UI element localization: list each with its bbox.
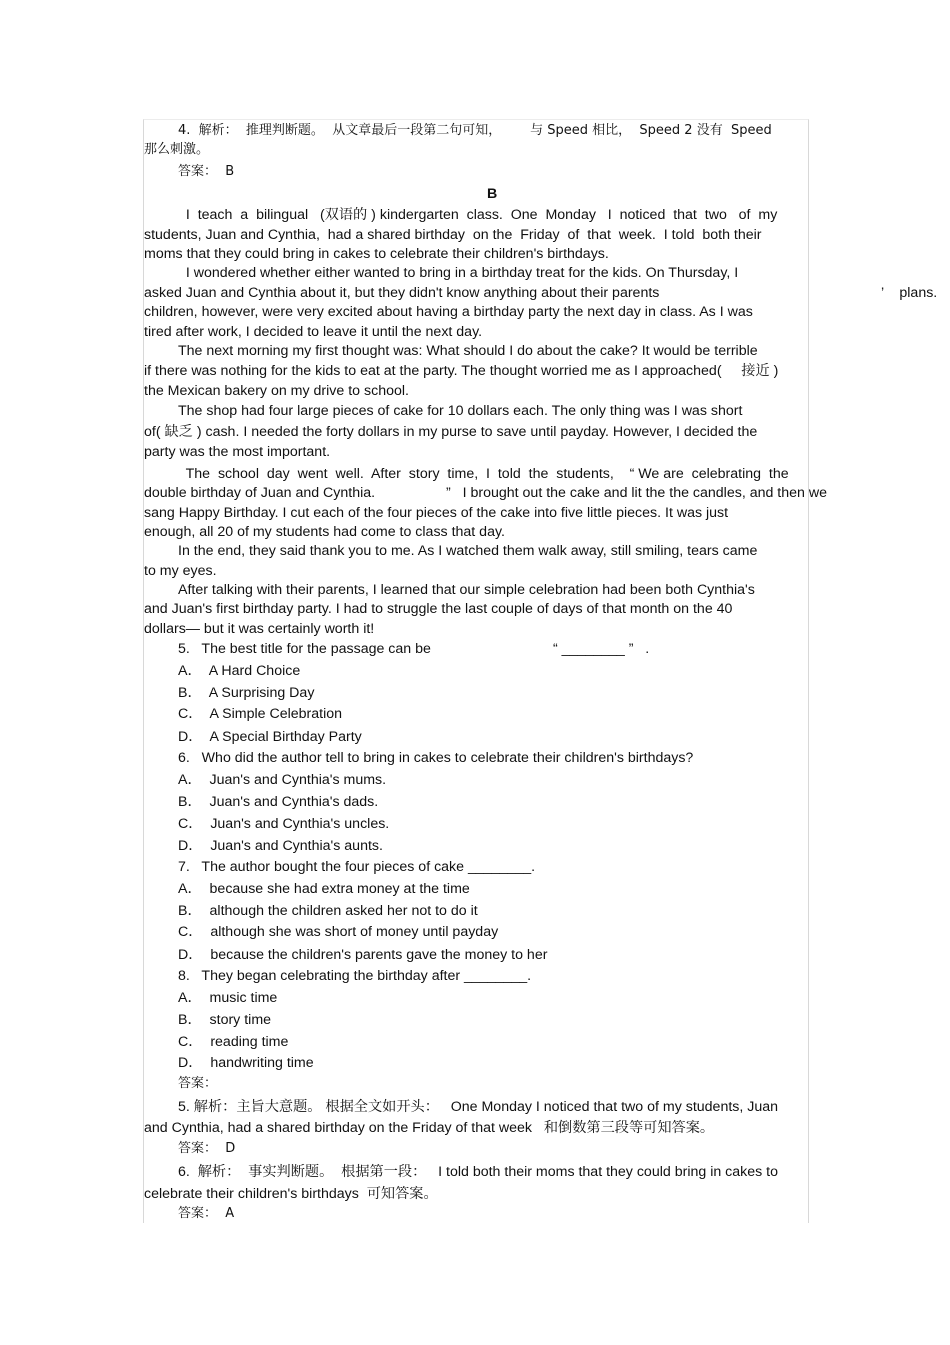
option-6c: C． Juan's and Cynthia's uncles. <box>178 816 390 832</box>
option-5a: A． A Hard Choice <box>178 663 301 679</box>
passage-line: tired after work, I decided to leave it until the next day. <box>144 324 483 340</box>
answers-heading: 答案： <box>178 1076 218 1091</box>
passage-line-fragment: ’ plans. <box>881 285 938 301</box>
passage-line: students, Juan and Cynthia, had a shared birthday on the Friday of that week. I told both their <box>144 227 762 243</box>
answer-6-analysis: 6. 解析： 事实判断题。 根据第一段： I told both their moms that they could bring in cakes to <box>178 1164 779 1180</box>
passage-line: if there was nothing for the kids to eat at the party. The thought worried me as I approached( 接近 ) <box>144 363 779 379</box>
option-7a: A． because she had extra money at the time <box>178 881 470 897</box>
option-6b: B． Juan's and Cynthia's dads. <box>178 794 379 810</box>
passage-line: and Juan's first birthday party. I had to struggle the last couple of days of that month on the 40 <box>144 601 733 617</box>
passage-line: the Mexican bakery on my drive to school. <box>144 383 409 399</box>
answer-6-key: 答案： A <box>178 1206 235 1221</box>
passage-line: The school day went well. After story time, I told the students, “ We are celebrating the <box>178 466 789 482</box>
option-5d: D． A Special Birthday Party <box>178 729 362 745</box>
question-5: 5. The best title for the passage can be <box>178 641 431 657</box>
section-heading-b: B <box>487 186 498 202</box>
answer-4-analysis: 4. 解析： 推理判断题。 从文章最后一段第二句可知， 与 Speed 相比， Speed 2 没有 Speed <box>178 123 772 138</box>
answer-4-key: 答案： B <box>178 164 235 179</box>
passage-line: moms that they could bring in cakes to celebrate their children's birthdays. <box>144 246 609 262</box>
passage-line: party was the most important. <box>144 444 331 460</box>
option-7b: B． although the children asked her not to do it <box>178 903 478 919</box>
passage-line: In the end, they said thank you to me. As I watched them walk away, still smiling, tears came <box>178 543 758 559</box>
passage-line: I wondered whether either wanted to bring in a birthday treat for the kids. On Thursday, I <box>178 265 739 281</box>
question-5-blank: “ ________ ” . <box>553 641 650 657</box>
passage-line: sang Happy Birthday. I cut each of the four pieces of the cake into five little pieces. It was just <box>144 505 729 521</box>
passage-line: asked Juan and Cynthia about it, but they didn't know anything about their parents <box>144 285 660 301</box>
passage-line: After talking with their parents, I learned that our simple celebration had been both Cynthia's <box>178 582 755 598</box>
passage-line: The next morning my first thought was: What should I do about the cake? It would be terrible <box>178 343 758 359</box>
question-8: 8. They began celebrating the birthday after ________. <box>178 968 532 984</box>
option-7c: C． although she was short of money until payday <box>178 924 499 940</box>
option-8b: B． story time <box>178 1012 272 1028</box>
passage-line: The shop had four large pieces of cake for 10 dollars each. The only thing was I was short <box>178 403 743 419</box>
passage-line: children, however, were very excited about having a birthday party the next day in class. As I was <box>144 304 753 320</box>
passage-line: double birthday of Juan and Cynthia. ” I brought out the cake and lit the the candles, and then we <box>144 485 828 501</box>
answer-5-analysis-cont: and Cynthia, had a shared birthday on the Friday of that week 和倒数第三段等可知答案。 <box>144 1120 715 1136</box>
option-5b: B． A Surprising Day <box>178 685 315 701</box>
question-6: 6. Who did the author tell to bring in cakes to celebrate their children's birthdays? <box>178 750 694 766</box>
option-5c: C． A Simple Celebration <box>178 706 343 722</box>
answer-5-analysis: 5. 解析：主旨大意题。 根据全文如开头： One Monday I noticed that two of my students, Juan <box>178 1099 779 1115</box>
option-8c: C． reading time <box>178 1034 289 1050</box>
answer-5-key: 答案： D <box>178 1141 236 1156</box>
option-8a: A． music time <box>178 990 278 1006</box>
answer-4-analysis-cont: 那么刺激。 <box>144 142 210 157</box>
passage-line: enough, all 20 of my students had come to class that day. <box>144 524 505 540</box>
passage-line: to my eyes. <box>144 563 217 579</box>
option-6d: D． Juan's and Cynthia's aunts. <box>178 838 383 854</box>
option-6a: A． Juan's and Cynthia's mums. <box>178 772 387 788</box>
question-7: 7. The author bought the four pieces of cake ________. <box>178 859 536 875</box>
answer-6-analysis-cont: celebrate their children's birthdays 可知答案。 <box>144 1186 438 1202</box>
option-7d: D． because the children's parents gave the money to her <box>178 947 548 963</box>
passage-line: dollars— but it was certainly worth it! <box>144 621 375 637</box>
option-8d: D． handwriting time <box>178 1055 314 1071</box>
passage-line: I teach a bilingual (双语的 ) kindergarten class. One Monday I noticed that two of my <box>178 207 778 223</box>
passage-line: of( 缺乏 ) cash. I needed the forty dollars in my purse to save until payday. However, I decided the <box>144 424 758 440</box>
